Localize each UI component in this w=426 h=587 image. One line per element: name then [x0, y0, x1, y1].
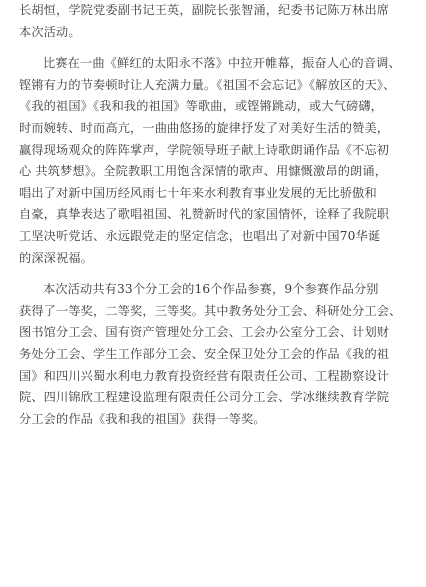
paragraph-line: 心 共筑梦想》。全院教职工用饱含深情的歌声、用慷慨激昂的朗诵， — [19, 164, 388, 179]
paragraph-line: 的深深祝福。 — [19, 250, 94, 265]
paragraph-line: 比赛在一曲《鲜红的太阳永不落》中拉开帷幕，振奋人心的音调、 — [43, 56, 401, 71]
paragraph-line: 赢得现场观众的阵阵掌声，学院领导班子献上诗歌朗诵作品《不忘初 — [19, 142, 390, 157]
paragraph-line: 本次活动。 — [19, 24, 81, 39]
paragraph-line: 《我的祖国》《我和我的祖国》等歌曲，或铿锵跳动，或大气磅礴， — [19, 99, 384, 114]
paragraph-line: 图书馆分工会、国有资产管理处分工会、工会办公室分工会、计划财 — [19, 325, 390, 340]
paragraph-2 — [19, 53, 411, 269]
paragraph-line: 分工会的作品《我和我的祖国》获得一等奖。 — [19, 411, 266, 426]
paragraph-gap — [19, 269, 411, 279]
paragraph-3 — [19, 279, 411, 430]
paragraph-line: 获得了一等奖，二等奖，三等奖。其中教务处分工会、科研处分工会、 — [19, 303, 402, 318]
paragraph-line: 本次活动共有33个分工会的16个作品参赛，9个参赛作品分别 — [43, 282, 379, 297]
paragraph-line: 工坚决听党话、永远跟党走的坚定信念，也唱出了对新中国70华诞 — [19, 228, 381, 243]
paragraph-line: 院、四川锦欣工程建设监理有限责任公司分工会、学冰继续教育学院 — [19, 390, 390, 405]
paragraph-line: 自豪，真挚表达了歌唱祖国、礼赞新时代的家国情怀，诠释了我院职 — [19, 207, 390, 222]
paragraph-line: 务处分工会、学生工作部分工会、安全保卫处分工会的作品《我的祖 — [19, 346, 390, 361]
paragraph-line: 唱出了对新中国历经风雨七十年来水利教育事业发展的无比骄傲和 — [19, 185, 377, 200]
document-body — [19, 0, 411, 430]
paragraph-line: 国》和四川兴蜀水利电力教育投资经营有限责任公司、工程勘察设计 — [19, 368, 390, 383]
paragraph-line: 长胡恒，学院党委副书记王英，副院长张智涌，纪委书记陈万林出席 — [19, 3, 390, 17]
paragraph-line: 时而婉转、时而高亢，一曲曲悠扬的旋律抒发了对美好生活的赞美， — [19, 120, 390, 135]
paragraph-1 — [19, 0, 411, 43]
paragraph-gap — [19, 43, 411, 53]
paragraph-line: 铿锵有力的节奏顿时让人充满力量。《祖国不会忘记》《解放区的天》、 — [19, 77, 396, 92]
